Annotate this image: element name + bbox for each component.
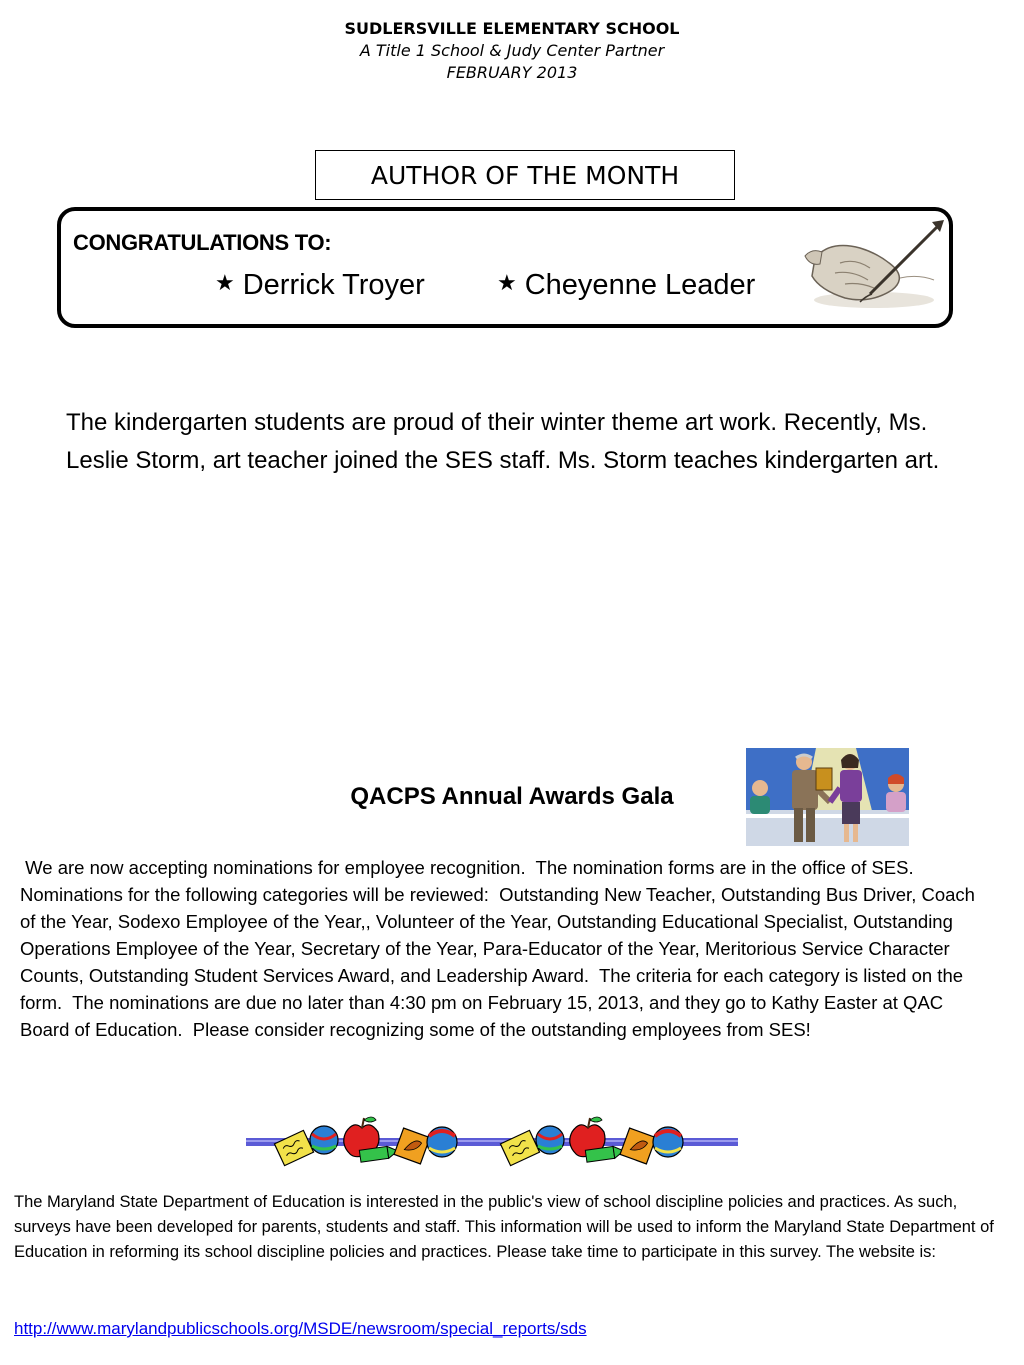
winner-item: [215, 265, 425, 307]
star-icon: ★: [497, 270, 517, 295]
gala-title: QACPS Annual Awards Gala: [350, 783, 674, 810]
winner-item: [497, 265, 755, 307]
msde-survey-paragraph: The Maryland State Department of Education is interested in the public's view of school discipline policies and practices. As such, surveys have been developed for parents, students and staff. This information will be used to inform the Maryland State Department of Education in reforming its school discipline policies and practices. Please take time to participate in this survey. The website is:: [14, 1193, 994, 1261]
school-tagline: A Title 1 School & Judy Center Partner: [359, 41, 665, 60]
author-of-month-title-box: [315, 150, 735, 200]
winner-name: Derrick Troyer: [242, 269, 425, 301]
gala-paragraph: We are now accepting nominations for employee recognition. The nomination forms are in the office of SES. Nominations for the following categories will be reviewed: Outstanding New Teacher, Outstanding Bus Driver, Coach of the Year, Sodexo Employee of the Year,, Volunteer of the Year, Outstanding Educational Specialist, Outstanding Operations Employee of the Year, Secretary of the Year, Para-Educator of the Year, Meritorious Service Character Counts, Outstanding Student Services Award, and Leadership Award. The criteria for each category is listed on the form. The nominations are due no later than 4:30 pm on February 15, 2013, and they go to Kathy Easter at QAC Board of Education. Please consider recognizing some of the outstanding employees from SES!: [20, 857, 981, 1040]
issue-date: FEBRUARY 2013: [446, 63, 578, 82]
star-icon: ★: [215, 270, 235, 295]
hand-writing-quill-icon: [800, 218, 948, 310]
award-ceremony-icon: [746, 748, 909, 846]
winner-name: Cheyenne Leader: [524, 269, 756, 301]
school-name: SUDLERSVILLE ELEMENTARY SCHOOL: [344, 19, 680, 38]
congratulations-label: CONGRATULATIONS TO:: [73, 230, 332, 255]
school-supplies-divider-icon: [246, 1112, 738, 1170]
author-of-month-title: AUTHOR OF THE MONTH: [370, 160, 680, 190]
msde-survey-link[interactable]: http://www.marylandpublicschools.org/MSDE/newsroom/special_reports/sds: [14, 1319, 587, 1338]
newsletter-header: [0, 18, 1024, 84]
kindergarten-paragraph: The kindergarten students are proud of their winter theme art work. Recently, Ms. Leslie Storm, art teacher joined the SES staff. Ms. Storm teaches kindergarten art.: [66, 409, 940, 474]
